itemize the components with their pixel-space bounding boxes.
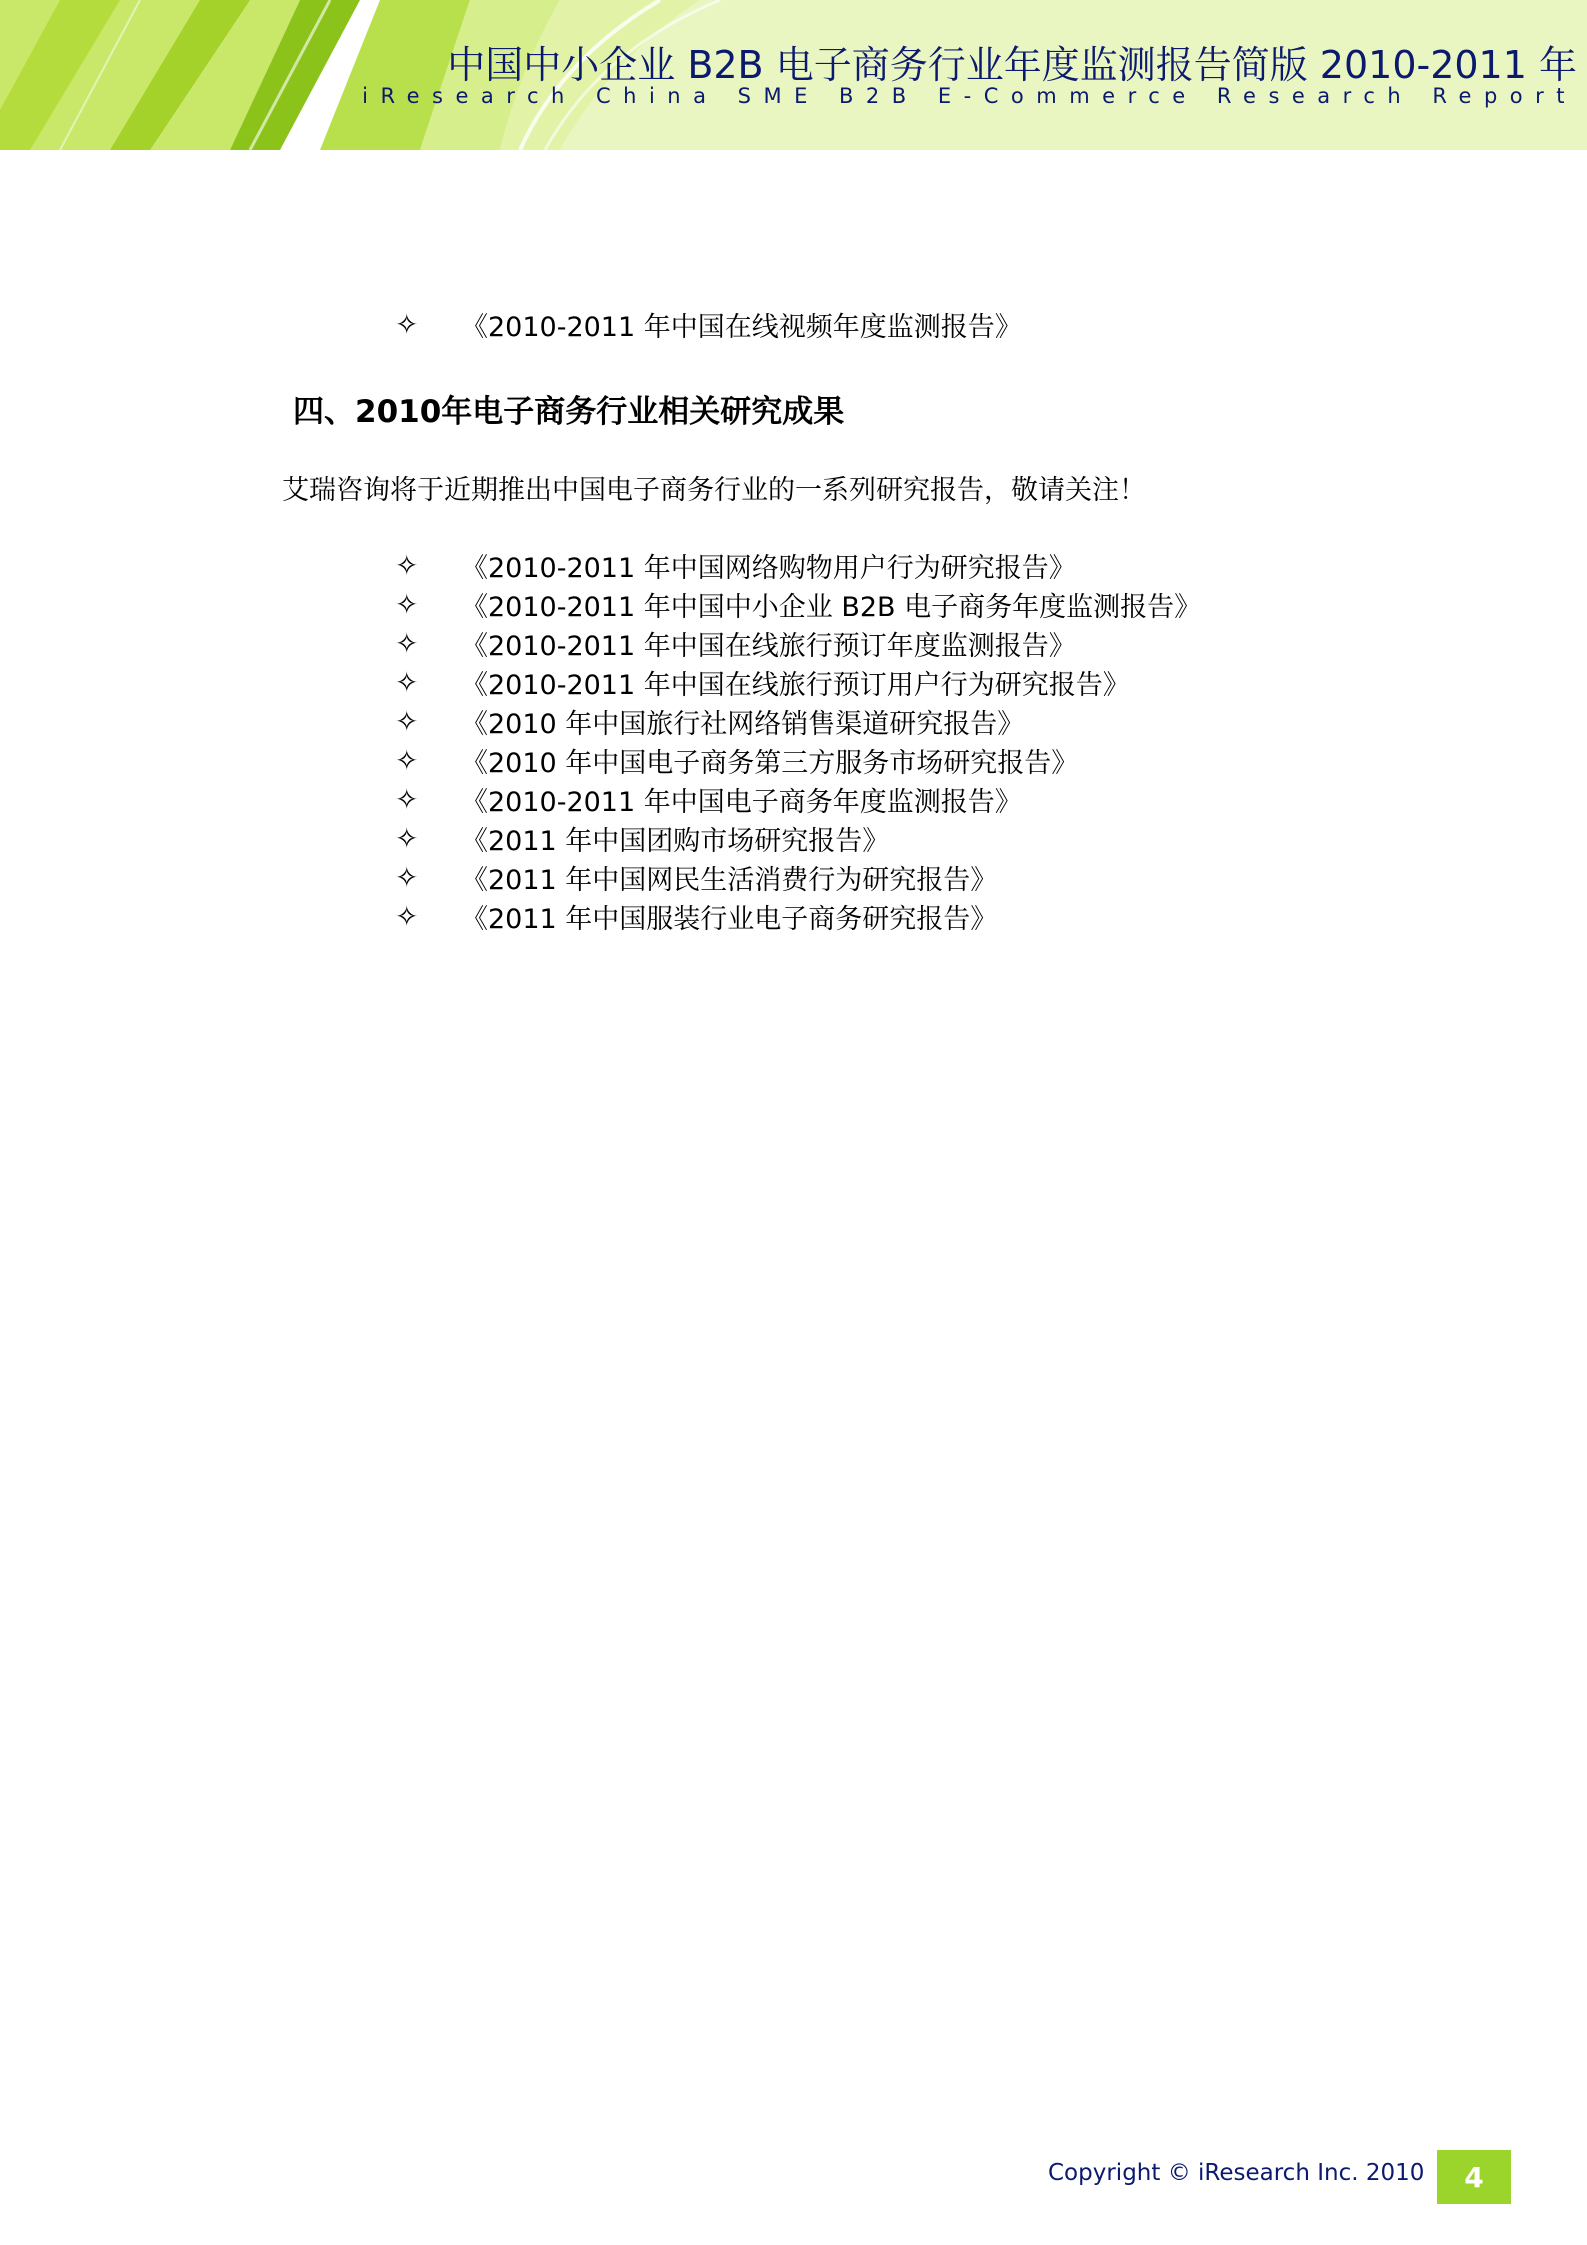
list-item [395,742,1078,778]
list-item-text: 《2011 年中国网民生活消费行为研究报告》 [461,864,998,896]
page-number-badge [1437,2150,1511,2204]
list-item [395,820,889,856]
list-item [395,306,1022,342]
list-item [395,898,997,934]
diamond-bullet-icon: ✧ [395,665,419,699]
list-item [395,859,997,895]
list-item [395,664,1130,700]
list-item-text: 《2010-2011 年中国网络购物用户行为研究报告》 [461,552,1076,584]
list-item-text: 《2010-2011 年中国在线旅行预订用户行为研究报告》 [461,669,1130,701]
list-item-text: 《2011 年中国服装行业电子商务研究报告》 [461,903,998,935]
page-header [0,0,1587,150]
diamond-bullet-icon: ✧ [395,782,419,816]
diamond-bullet-icon: ✧ [395,821,419,855]
list-item [395,547,1076,583]
list-item [395,703,1024,739]
list-item [395,586,1201,622]
list-item-text: 《2011 年中国团购市场研究报告》 [461,825,890,857]
diamond-bullet-icon: ✧ [395,704,419,738]
list-item [395,625,1076,661]
list-item [395,781,1022,817]
list-item-text: 《2010-2011 年中国在线旅行预订年度监测报告》 [461,630,1076,662]
header-title: 中国中小企业 B2B 电子商务行业年度监测报告简版 2010-2011 年 [447,43,1577,87]
list-item-text: 《2010 年中国电子商务第三方服务市场研究报告》 [461,747,1079,779]
section-intro: 艾瑞咨询将于近期推出中国电子商务行业的一系列研究报告，敬请关注！ [282,475,1146,506]
diamond-bullet-icon: ✧ [395,899,419,933]
header-subtitle: iResearch China SME B2B E-Commerce Research Report [362,84,1577,108]
diamond-bullet-icon: ✧ [395,743,419,777]
diamond-bullet-icon: ✧ [395,548,419,582]
diamond-bullet-icon: ✧ [395,860,419,894]
list-item-text: 《2010-2011 年中国中小企业 B2B 电子商务年度监测报告》 [461,591,1202,623]
section-heading: 四、2010年电子商务行业相关研究成果 [293,394,845,430]
list-item-text: 《2010 年中国旅行社网络销售渠道研究报告》 [461,708,1025,740]
footer-copyright: Copyright © iResearch Inc. 2010 [1048,2160,1425,2186]
diamond-bullet-icon: ✧ [395,626,419,660]
page-number: 4 [1464,2160,1484,2194]
list-item-text: 《2010-2011 年中国电子商务年度监测报告》 [461,786,1022,818]
list-item-text: 《2010-2011 年中国在线视频年度监测报告》 [461,311,1022,343]
diamond-bullet-icon: ✧ [395,307,419,341]
diamond-bullet-icon: ✧ [395,587,419,621]
